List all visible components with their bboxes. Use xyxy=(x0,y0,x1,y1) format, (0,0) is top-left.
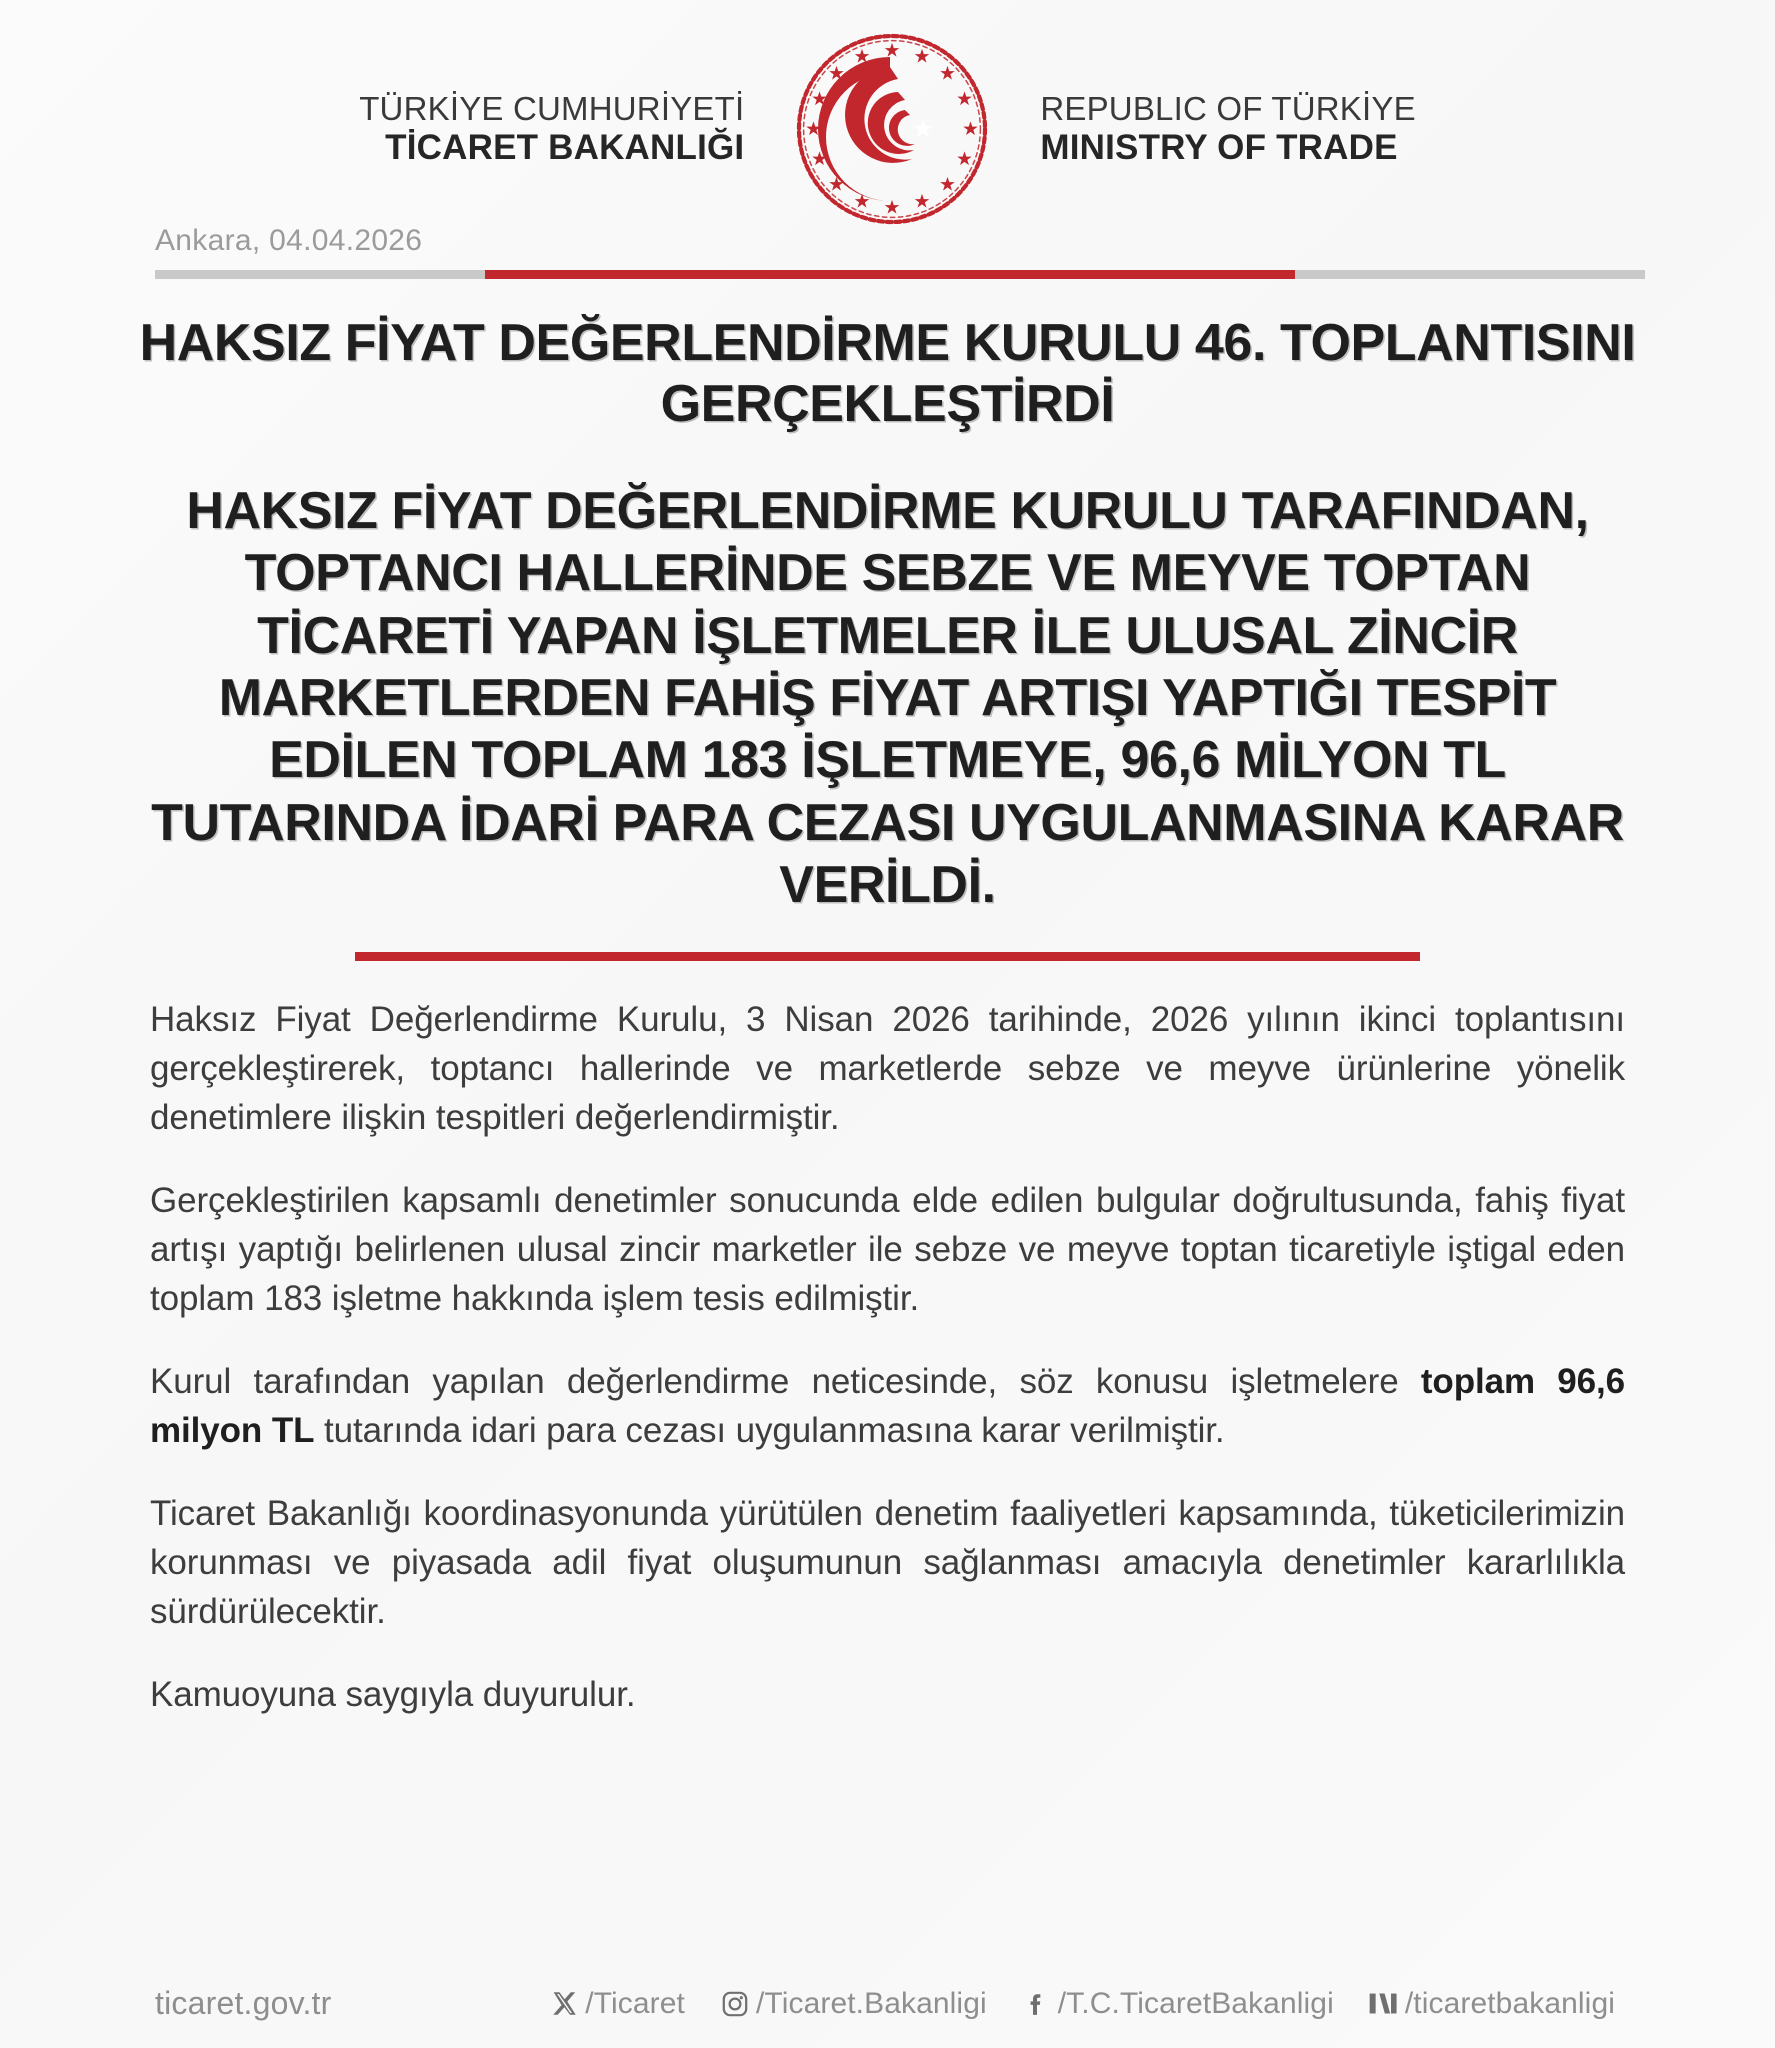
social-link-facebook[interactable] xyxy=(1021,1987,1334,2021)
website-link[interactable]: ticaret.gov.tr xyxy=(155,1985,332,2021)
paragraph-3-lead: Kurul tarafından yapılan değerlendirme neticesinde, söz konusu işletmelere xyxy=(150,1362,1421,1402)
brand-turkish xyxy=(359,91,744,167)
social-handle-linkedin: /ticaretbakanligi xyxy=(1404,1986,1615,2020)
headline-section xyxy=(0,279,1775,961)
turkish-ministry-of-trade-emblem-icon xyxy=(792,29,992,229)
closing-statement: Kamuoyuna saygıyla duyurulur. xyxy=(150,1675,636,1715)
instagram-icon xyxy=(719,1988,751,2020)
body-content xyxy=(0,961,1775,1719)
brand-turkish-line1: TÜRKİYE CUMHURİYETİ xyxy=(359,89,745,127)
brand-english xyxy=(1040,91,1415,167)
footer xyxy=(0,1985,1775,2022)
divider-segment-gray-left xyxy=(155,270,485,279)
social-handle-x: /Ticaret xyxy=(585,1986,685,2020)
divider-segment-gray-right xyxy=(1295,270,1645,279)
paragraph-1: Haksız Fiyat Değerlendirme Kurulu, 3 Nisan 2026 tarihinde, 2026 yılının ikinci toplantısını gerçekleştirerek, toptancı hallerinde ve marketlerde sebze ve meyve ürünlerine yönelik denetimlere ilişkin tespitleri değerlendirmiştir. xyxy=(150,1000,1625,1138)
brand-english-line1: REPUBLIC OF TÜRKİYE xyxy=(1040,89,1416,127)
paragraph-3-tail: tutarında idari para cezası uygulanmasına karar verilmiştir. xyxy=(314,1411,1225,1451)
page-title: HAKSIZ FİYAT DEĞERLENDİRME KURULU 46. TOPLANTISINI GERÇEKLEŞTİRDİ xyxy=(139,314,1636,434)
linkedin-in-icon xyxy=(1368,1988,1400,2020)
social-handle-facebook: /T.C.TicaretBakanligi xyxy=(1057,1986,1334,2020)
paragraph-4: Ticaret Bakanlığı koordinasyonunda yürütülen denetim faaliyetleri kapsamında, tüketicilerimizin korunması ve piyasada adil fiyat oluşumunun sağlanması amacıyla denetimler kararlılıkla sürdürülecektir. xyxy=(150,1494,1625,1632)
penalty-amount-highlight: toplam 96,6 milyon TL xyxy=(150,1362,1625,1451)
social-link-instagram[interactable] xyxy=(719,1987,987,2021)
paragraph-2: Gerçekleştirilen kapsamlı denetimler sonucunda elde edilen bulgular doğrultusunda, fahiş fiyat artışı yaptığı belirlenen ulusal zincir marketler ile sebze ve meyve toptan ticaretiyle iştigal eden toplam 183 işletme hakkında işlem tesis edilmiştir. xyxy=(150,1181,1625,1319)
x-twitter-icon xyxy=(548,1988,580,2020)
brand-turkish-line2: TİCARET BAKANLIĞI xyxy=(385,127,745,167)
social-link-x[interactable] xyxy=(548,1987,685,2021)
social-link-linkedin[interactable] xyxy=(1368,1987,1615,2021)
header-divider xyxy=(155,270,1645,279)
divider-segment-red xyxy=(485,270,1295,279)
social-handle-instagram: /Ticaret.Bakanligi xyxy=(755,1986,987,2020)
masthead xyxy=(0,0,1775,210)
page-subtitle: HAKSIZ FİYAT DEĞERLENDİRME KURULU TARAFINDAN, TOPTANCI HALLERİNDE SEBZE VE MEYVE TOPTAN TİCARETİ YAPAN İŞLETMELER İLE ULUSAL ZİNCİR MARKETLERDEN FAHİŞ FİYAT ARTIŞI YAPTIĞI TESPİT EDİLEN TOPLAM 183 İŞLETMEYE, 96,6 MİLYON TL TUTARINDA İDARİ PARA CEZASI UYGULANMASINA KARAR VERİLDİ. xyxy=(151,481,1624,915)
headline-divider xyxy=(355,952,1420,961)
social-links xyxy=(548,1987,1615,2021)
dateline: Ankara, 04.04.2026 xyxy=(155,224,423,257)
paragraph-3 xyxy=(150,1357,1625,1455)
brand-english-line2: MINISTRY OF TRADE xyxy=(1040,127,1398,167)
facebook-icon xyxy=(1021,1988,1053,2020)
